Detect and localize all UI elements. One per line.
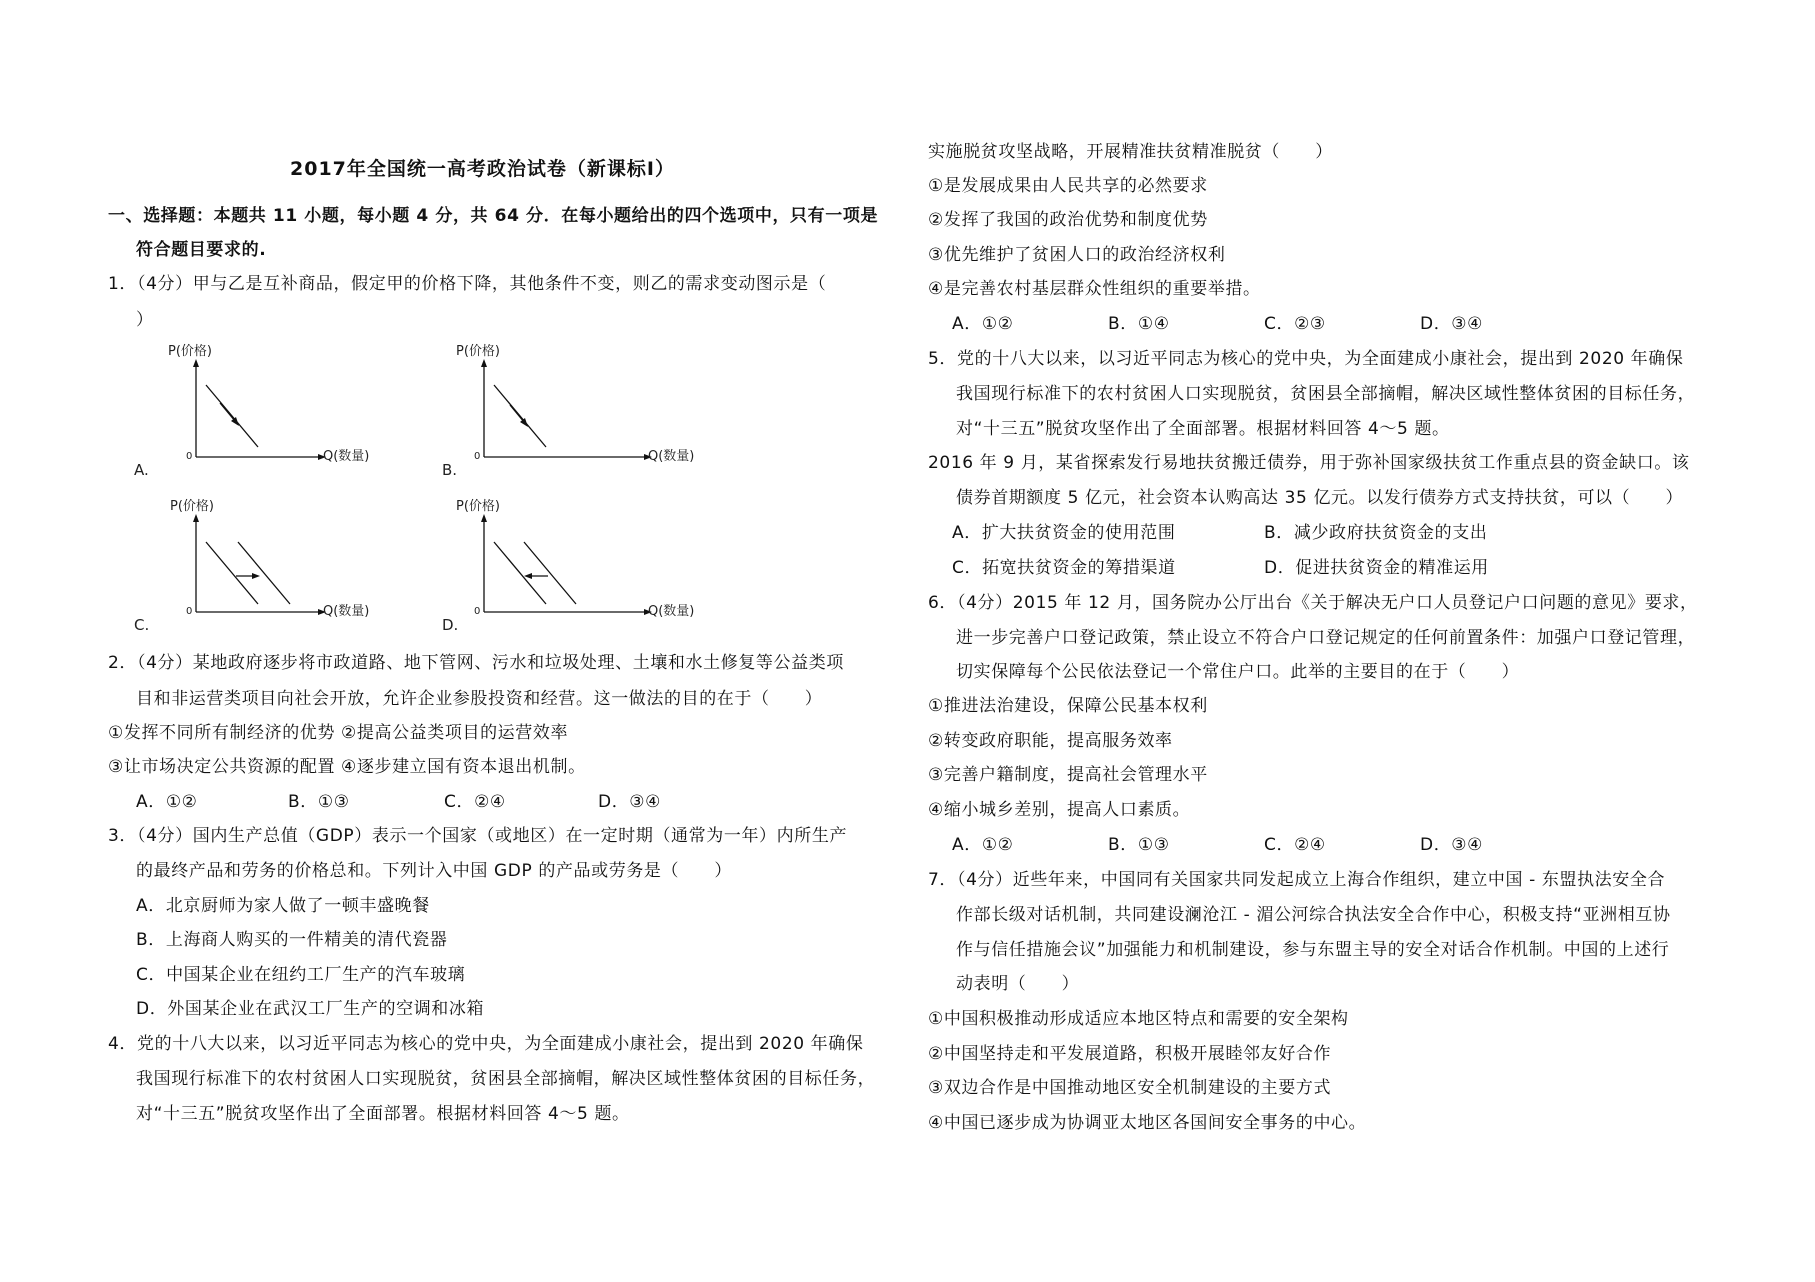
- graph-c: [134, 499, 370, 635]
- section-heading: 一、选择题：本题共 11 小题，每小题 4 分，共 64 分．在每小题给出的四个选项中，只有一项是: [108, 206, 879, 226]
- q2-stem-cont: 目和非运营类项目向社会开放，允许企业参股投资和经营。这一做法的目的在于（ ）: [136, 689, 823, 709]
- graph-b-origin: 0: [474, 451, 481, 462]
- q7-stem-cont-1: 作部长级对话机制，共同建设澜沧江 - 湄公河综合执法安全合作中心，积极支持“亚洲相互协: [956, 905, 1671, 925]
- q3-option-c: C．中国某企业在纽约工厂生产的汽车玻璃: [136, 965, 466, 985]
- q4-item-4: ④是完善农村基层群众性组织的重要举措。: [928, 279, 1261, 299]
- q6-option-c: C．②④: [1264, 835, 1326, 855]
- q3-stem: 3．（4分）国内生产总值（GDP）表示一个国家（或地区）在一定时期（通常为一年）内所生产: [108, 826, 848, 846]
- graph-d-origin: 0: [474, 606, 481, 617]
- q1-stem: 1．（4分）甲与乙是互补商品，假定甲的价格下降，其他条件不变，则乙的需求变动图示是（: [108, 274, 827, 294]
- q4-item-1: ①是发展成果由人民共享的必然要求: [928, 176, 1208, 196]
- q2-option-b: B．①③: [288, 792, 350, 812]
- graph-a-ylabel: P(价格): [168, 344, 212, 359]
- q4-option-d: D．③④: [1420, 314, 1483, 334]
- q6-option-b: B．①③: [1108, 835, 1170, 855]
- graph-a-label: A.: [134, 461, 149, 479]
- graph-a: [134, 344, 370, 480]
- q6-stem: 6．（4分）2015 年 12 月，国务院办公厅出台《关于解决无户口人员登记户口问题的意见》要求，: [928, 593, 1698, 613]
- graph-b: [442, 344, 695, 480]
- q7-stem-cont-2: 作与信任措施会议”加强能力和机制建设，参与东盟主导的安全对话合作机制。中国的上述行: [956, 940, 1670, 960]
- q4-stem: 4．党的十八大以来，以习近平同志为核心的党中央，为全面建成小康社会，提出到 2020 年确保: [108, 1034, 864, 1054]
- q2-option-c: C．②④: [444, 792, 506, 812]
- q5-stem: 5．党的十八大以来，以习近平同志为核心的党中央，为全面建成小康社会，提出到 2020 年确保: [928, 349, 1684, 369]
- graph-a-xlabel: Q(数量): [323, 449, 370, 464]
- q6-option-d: D．③④: [1420, 835, 1483, 855]
- q2-option-d: D．③④: [598, 792, 661, 812]
- q3-stem-cont: 的最终产品和劳务的价格总和。下列计入中国 GDP 的产品或劳务是（ ）: [136, 861, 732, 881]
- q6-item-4: ④缩小城乡差别，提高人口素质。: [928, 800, 1191, 820]
- q4-option-a: A．①②: [952, 314, 1014, 334]
- q5-stem-cont-1: 我国现行标准下的农村贫困人口实现脱贫，贫困县全部摘帽，解决区域性整体贫困的目标任务，: [956, 384, 1696, 404]
- q2-option-a: A．①②: [136, 792, 198, 812]
- graph-b-label: B.: [442, 461, 458, 479]
- q7-item-4: ④中国已逐步成为协调亚太地区各国间安全事务的中心。: [928, 1113, 1367, 1133]
- q5-stem-cont-2: 对“十三五”脱贫攻坚作出了全面部署。根据材料回答 4～5 题。: [956, 419, 1450, 439]
- graph-b-xlabel: Q(数量): [648, 449, 695, 464]
- graph-c-label: C.: [134, 616, 150, 634]
- q7-item-2: ②中国坚持走和平发展道路，积极开展睦邻友好合作: [928, 1044, 1332, 1064]
- q4-stem-cont-1: 我国现行标准下的农村贫困人口实现脱贫，贫困县全部摘帽，解决区域性整体贫困的目标任务，: [136, 1069, 876, 1089]
- q7-stem: 7．（4分）近些年来，中国同有关国家共同发起成立上海合作组织，建立中国 - 东盟执法安全合: [928, 870, 1666, 890]
- q5-option-a: A．扩大扶贫资金的使用范围: [952, 523, 1176, 543]
- q5-option-c: C．拓宽扶贫资金的筹措渠道: [952, 558, 1176, 578]
- q6-item-2: ②转变政府职能，提高服务效率: [928, 731, 1173, 751]
- q3-option-d: D．外国某企业在武汉工厂生产的空调和冰箱: [136, 999, 485, 1019]
- graph-a-origin: 0: [186, 451, 193, 462]
- graph-b-ylabel: P(价格): [456, 344, 500, 359]
- section-heading-cont: 符合题目要求的.: [136, 240, 267, 260]
- graph-d-xlabel: Q(数量): [648, 604, 695, 619]
- q7-stem-cont-3: 动表明（ ）: [956, 974, 1080, 994]
- q5-material: 2016 年 9 月，某省探索发行易地扶贫搬迁债券，用于弥补国家级扶贫工作重点县的资金缺口。该: [928, 453, 1690, 473]
- q4-option-b: B．①④: [1108, 314, 1170, 334]
- graph-d-label: D.: [442, 616, 459, 634]
- q6-item-3: ③完善户籍制度，提高社会管理水平: [928, 765, 1208, 785]
- graph-c-origin: 0: [186, 606, 193, 617]
- q1-stem-cont: ）: [136, 310, 154, 330]
- q2-stem: 2．（4分）某地政府逐步将市政道路、地下管网、污水和垃圾处理、土壤和水土修复等公益类项: [108, 653, 844, 673]
- q4-option-c: C．②③: [1264, 314, 1326, 334]
- graph-d-ylabel: P(价格): [456, 499, 500, 514]
- q2-item-1: ①发挥不同所有制经济的优势 ②提高公益类项目的运营效率: [108, 723, 569, 743]
- q6-stem-cont-1: 进一步完善户口登记政策，禁止设立不符合户口登记规定的任何前置条件：加强户口登记管理，: [956, 628, 1696, 648]
- q5-option-b: B．减少政府扶贫资金的支出: [1264, 523, 1488, 543]
- q6-item-1: ①推进法治建设，保障公民基本权利: [928, 696, 1208, 716]
- q5-option-d: D．促进扶贫资金的精准运用: [1264, 558, 1489, 578]
- q4-stem-cont-2: 对“十三五”脱贫攻坚作出了全面部署。根据材料回答 4～5 题。: [136, 1104, 630, 1124]
- q2-item-2: ③让市场决定公共资源的配置 ④逐步建立国有资本退出机制。: [108, 757, 586, 777]
- q7-item-1: ①中国积极推动形成适应本地区特点和需要的安全架构: [928, 1009, 1349, 1029]
- q7-item-3: ③双边合作是中国推动地区安全机制建设的主要方式: [928, 1078, 1332, 1098]
- q4-item-2: ②发挥了我国的政治优势和制度优势: [928, 210, 1208, 230]
- q3-option-b: B．上海商人购买的一件精美的清代瓷器: [136, 930, 448, 950]
- q3-option-a: A．北京厨师为家人做了一顿丰盛晚餐: [136, 896, 430, 916]
- q6-stem-cont-2: 切实保障每个公民依法登记一个常住户口。此举的主要目的在于（ ）: [956, 662, 1520, 682]
- q5-material-cont: 债券首期额度 5 亿元，社会资本认购高达 35 亿元。以发行债券方式支持扶贫，可以（ ）: [956, 488, 1684, 508]
- page-title: 2017年全国统一高考政治试卷（新课标I）: [290, 158, 675, 180]
- q6-option-a: A．①②: [952, 835, 1014, 855]
- graph-c-xlabel: Q(数量): [323, 604, 370, 619]
- q4-item-3: ③优先维护了贫困人口的政治经济权利: [928, 245, 1226, 265]
- graph-d: [442, 499, 695, 635]
- q4-prompt: 实施脱贫攻坚战略，开展精准扶贫精准脱贫（ ）: [928, 142, 1333, 162]
- graph-c-ylabel: P(价格): [170, 499, 214, 514]
